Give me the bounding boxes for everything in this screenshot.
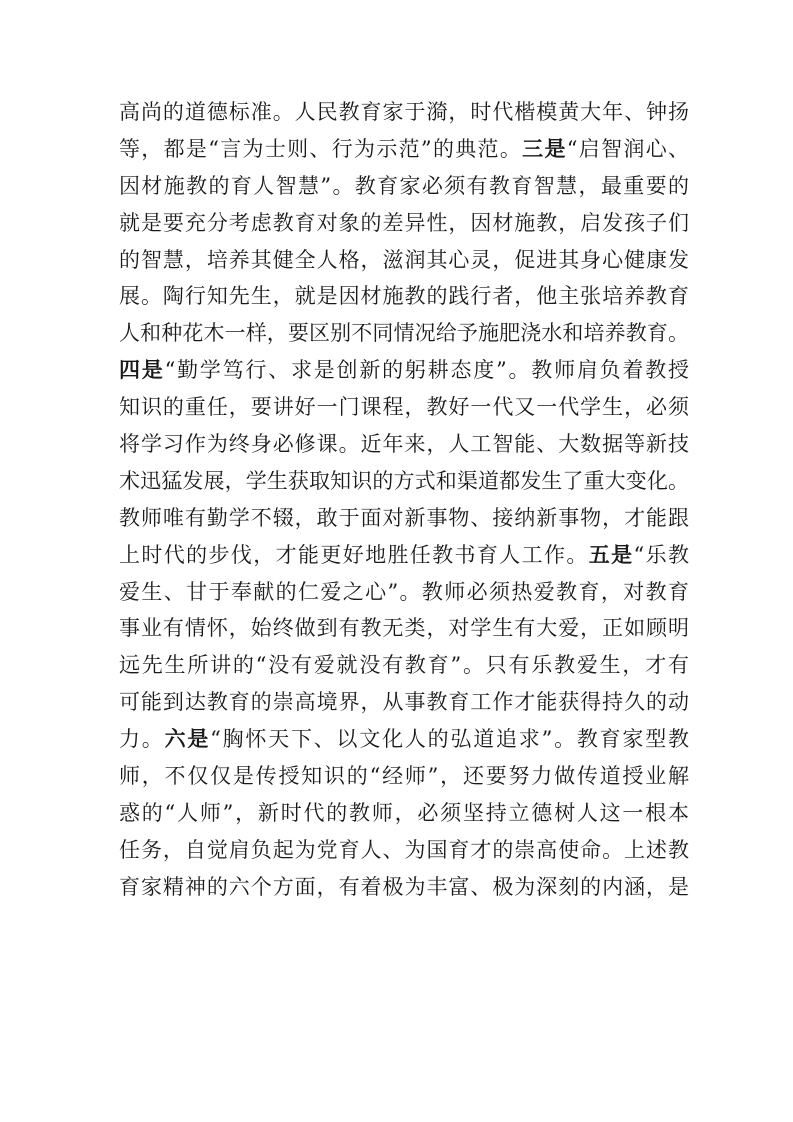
text-line	[119, 315, 689, 352]
text-line	[119, 426, 689, 463]
text-run: 任务，自觉肩负起为党育人、为国育才的崇高使命。上述教	[119, 837, 689, 862]
text-run: 就是要充分考虑教育对象的差异性，因材施教，启发孩子们	[119, 210, 689, 235]
text-run: 教师唯有勤学不辍，敢于面对新事物、接纳新事物，才能跟	[119, 505, 689, 530]
text-line	[119, 94, 689, 131]
text-run: 将学习作为终身必修课。近年来，人工智能、大数据等新技	[119, 432, 689, 457]
text-run: “乐教	[633, 542, 690, 567]
text-run: 远先生所讲的“没有爱就没有教育”。只有乐教爱生，才有	[119, 653, 689, 678]
text-run: 力。	[119, 727, 165, 752]
text-line	[119, 352, 689, 389]
text-line	[119, 610, 689, 647]
text-line	[119, 205, 689, 242]
text-run: 等，都是“言为士则、行为示范”的典范。	[119, 136, 523, 161]
text-line	[119, 463, 689, 500]
text-run: “勤学笃行、求是创新的躬耕态度”。教师肩负着教授	[164, 358, 689, 383]
text-run: 的智慧，培养其健全人格，滋润其心灵，促进其身心健康发	[119, 247, 689, 272]
text-run: 惑的“人师”，新时代的教师，必须坚持立德树人这一根本	[119, 800, 689, 825]
bold-heading-marker: 四是	[119, 357, 165, 383]
text-line	[119, 537, 689, 574]
text-run: “胸怀天下、以文化人的弘道追求”。教育家型教	[210, 727, 689, 752]
text-run: 展。陶行知先生，就是因材施教的践行者，他主张培养教育	[119, 284, 689, 309]
text-run: 人和种花木一样，要区别不同情况给予施肥浇水和培养教育。	[119, 321, 689, 346]
text-line	[119, 389, 689, 426]
text-run: 术迅猛发展，学生获取知识的方式和渠道都发生了重大变化。	[119, 468, 689, 493]
text-run: 事业有情怀，始终做到有教无类，对学生有大爱，正如顾明	[119, 616, 689, 641]
text-run: 育家精神的六个方面，有着极为丰富、极为深刻的内涵，是	[119, 874, 689, 899]
text-run: 上时代的步伐，才能更好地胜任教书育人工作。	[119, 542, 589, 567]
text-line	[119, 832, 689, 869]
text-line	[119, 168, 689, 205]
text-line	[119, 574, 689, 611]
text-line	[119, 131, 689, 168]
text-run: 知识的重任，要讲好一门课程，教好一代又一代学生，必须	[119, 395, 689, 420]
bold-heading-marker: 三是	[522, 135, 567, 161]
text-line	[119, 795, 689, 832]
text-line	[119, 500, 689, 537]
text-run: 高尚的道德标准。人民教育家于漪，时代楷模黄大年、钟扬	[119, 100, 689, 124]
text-line	[119, 647, 689, 684]
text-line	[119, 242, 689, 279]
text-line	[119, 869, 689, 906]
bold-heading-marker: 六是	[164, 726, 211, 752]
text-run: 师，不仅仅是传授知识的“经师”，还要努力做传道授业解	[119, 764, 689, 789]
bold-heading-marker: 五是	[588, 541, 634, 567]
text-line	[119, 684, 689, 721]
text-line	[119, 278, 689, 315]
text-line	[119, 721, 689, 758]
text-run: 因材施教的育人智慧”。教育家必须有教育智慧，最重要的	[119, 173, 689, 198]
text-run: “启智润心、	[566, 136, 689, 161]
body-paragraph	[119, 94, 689, 906]
text-line	[119, 758, 689, 795]
text-run: 可能到达教育的崇高境界，从事教育工作才能获得持久的动	[119, 690, 689, 715]
text-run: 爱生、甘于奉献的仁爱之心”。教师必须热爱教育，对教育	[119, 579, 689, 604]
